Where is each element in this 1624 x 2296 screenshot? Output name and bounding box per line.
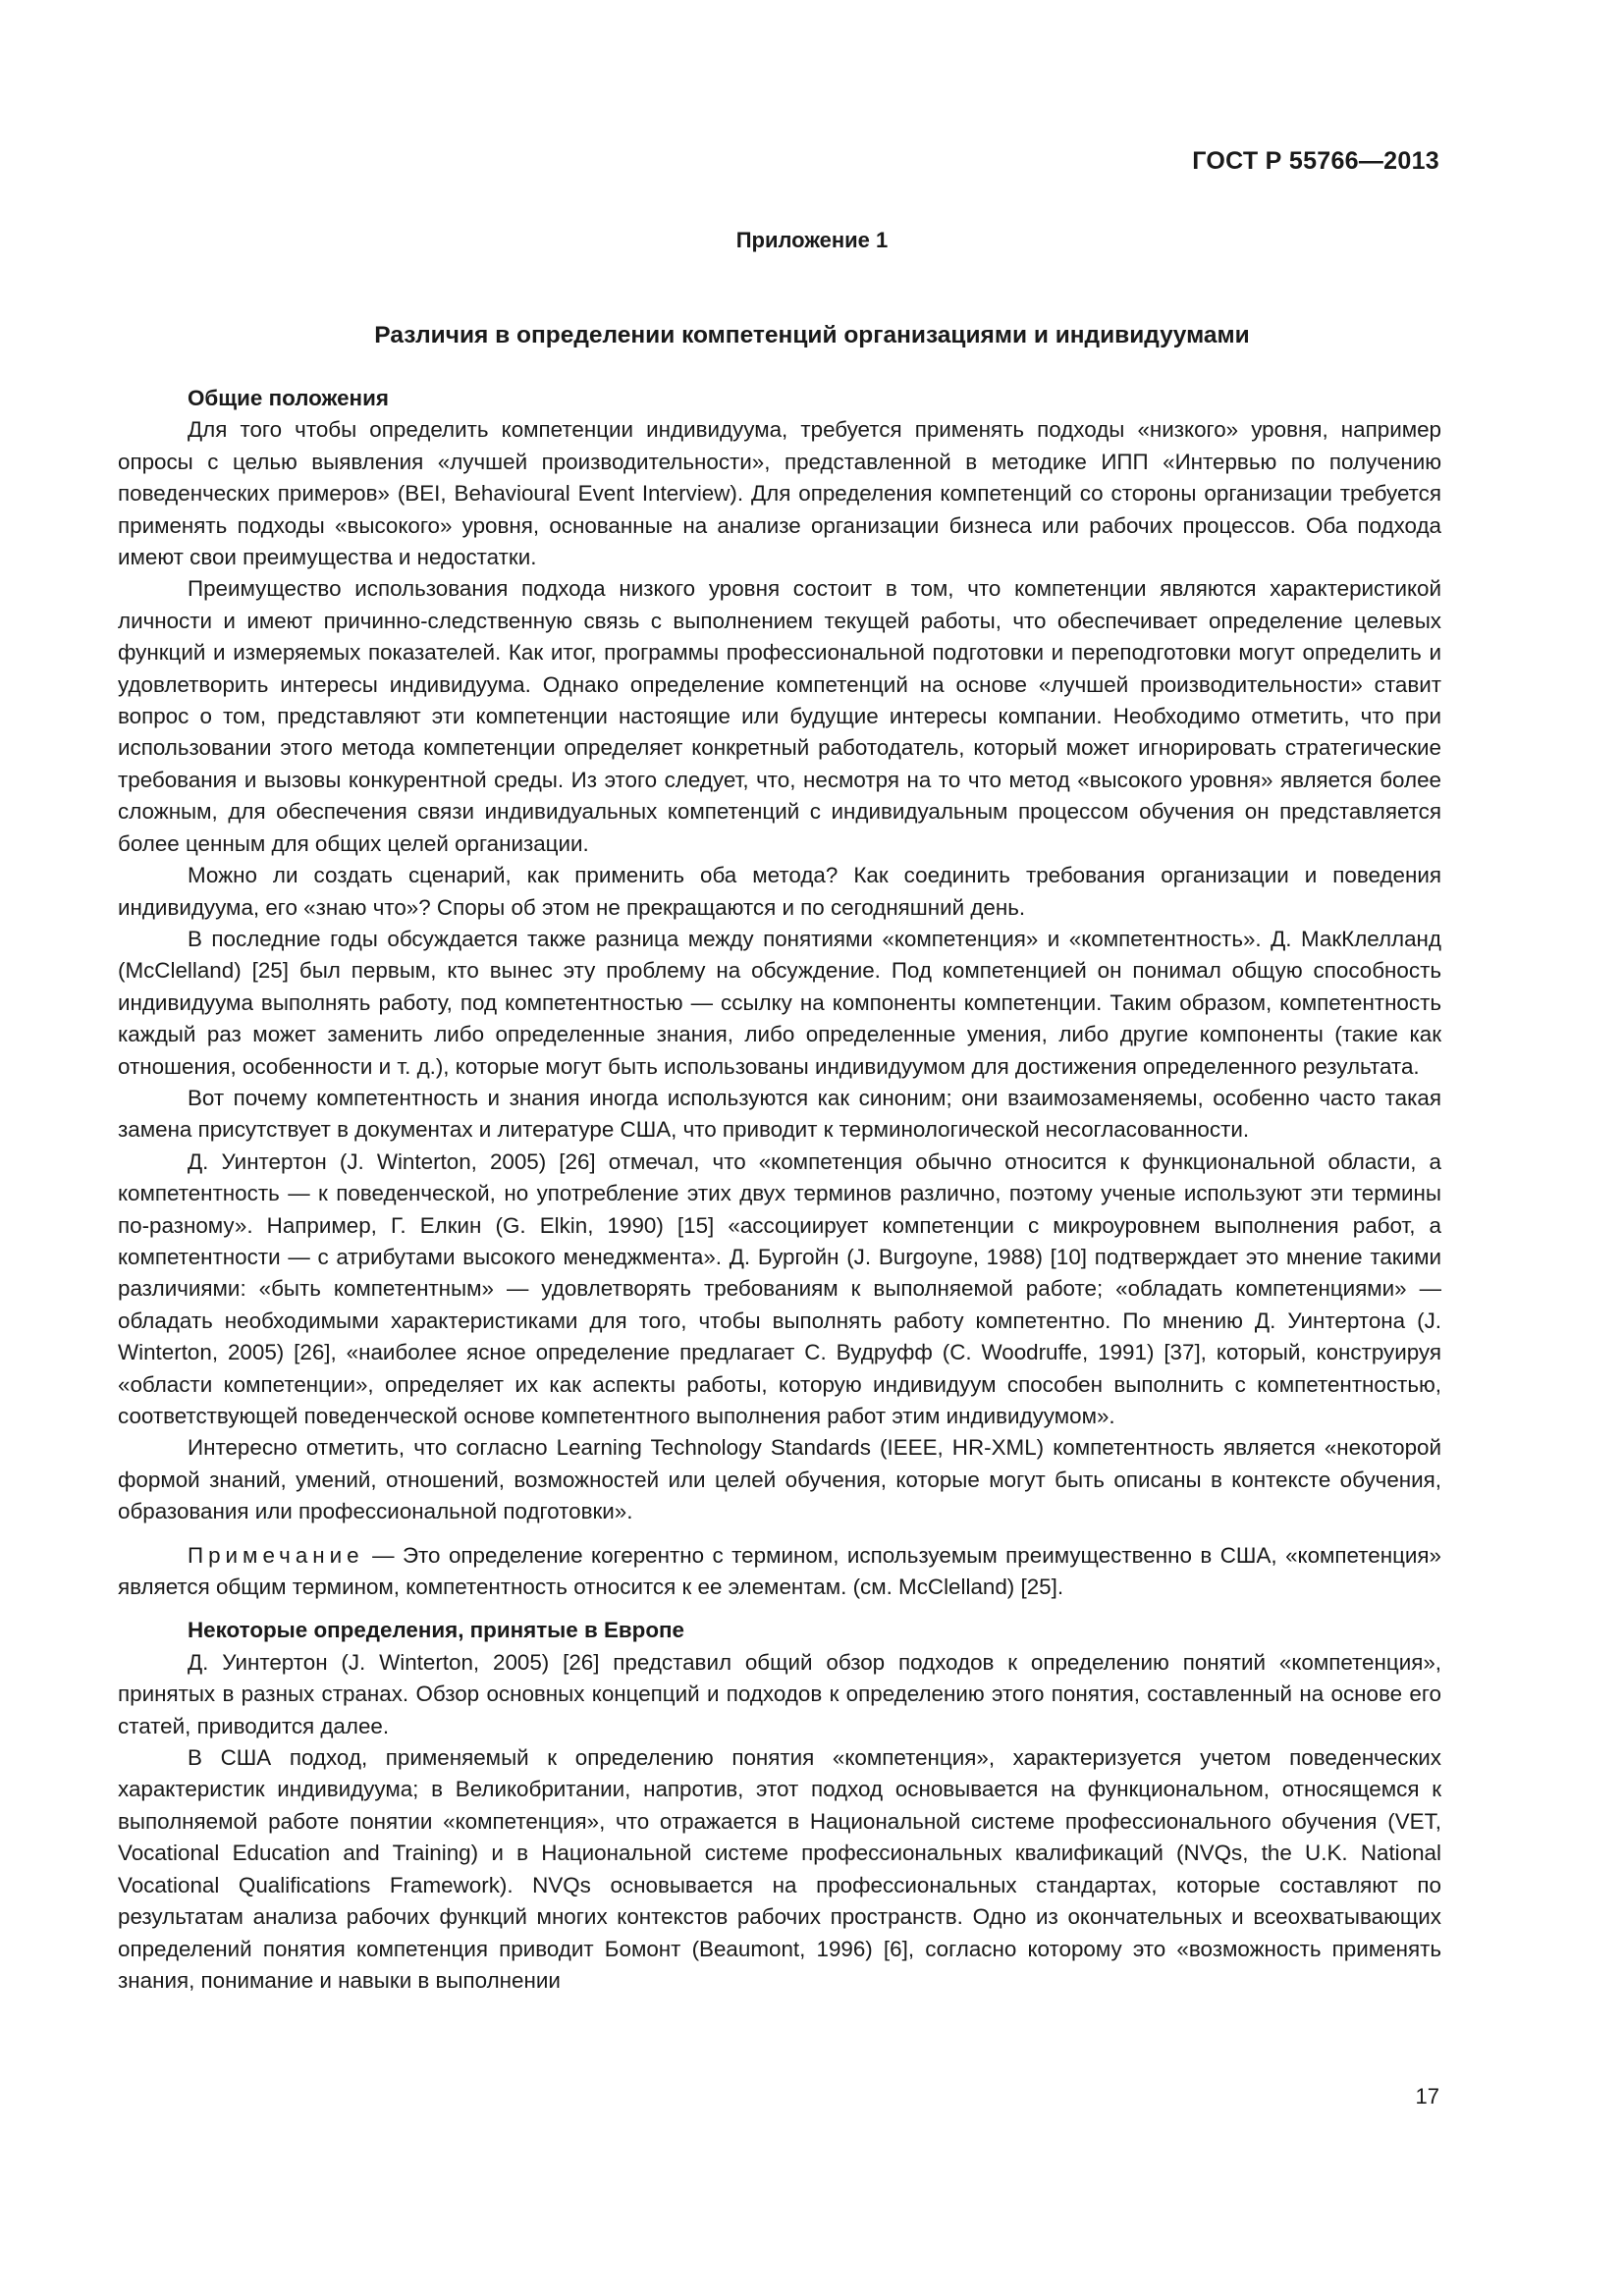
paragraph: Вот почему компетентность и знания иногда используются как синоним; они взаимозаменяемы, особенно часто такая замена присутствует в документах и литературе США, что приводит к терминологической несогласованности. [118,1085,1441,1143]
paragraph: Интересно отметить, что согласно Learning Technology Standards (IEEE, HR-XML) компетентность является «некоторой формой знаний, умений, отношений, возможностей или целей обучения, которые могут быть описаны в контексте обучения, образования или профессиональной подготовки». [118,1435,1441,1524]
paragraph: Д. Уинтертон (J. Winterton, 2005) [26] представил общий обзор подходов к определению понятий «компетенция», принятых в разных странах. Обзор основных концепций и подходов к определению этого понятия, составленный на основе его статей, приводится далее. [118,1649,1441,1738]
paragraph: Д. Уинтертон (J. Winterton, 2005) [26] отмечал, что «компетенция обычно относится к функциональной области, а компетентность — к поведенческой, но употребление этих двух терминов различно, поэтому ученые используют эти термины по-разному». Например, Г. Елкин (G. Elkin, 1990) [15] «ассоциирует компетенции с микроуровнем выполнения работ, а компетентности — с атрибутами высокого менеджмента». Д. Бургойн (J. Burgoyne, 1988) [10] подтверждает это мнение такими различиями: «быть компетентным» — удовлетворять требованиям к выполняемой работе; «обладать компетенциями» — обладать необходимыми характеристиками для того, чтобы выполнять работу компетентно. По мнению Д. Уинтертона (J. Winterton, 2005) [26], «наиболее ясное определение предлагает С. Вудруфф (C. Woodruffe, 1991) [37], который, конструируя «области компетенции», определяет их как аспекты работы, которую индивидуум способен выполнить с компетентностью, соответствующей поведенческой основе компетентного выполнения работ этим индивидуумом». [118,1148,1441,1428]
section-heading-europe: Некоторые определения, принятые в Европе [188,1618,684,1643]
paragraph: Преимущество использования подхода низкого уровня состоит в том, что компетенции являются характеристикой личности и имеют причинно-следственную связь с выполнением текущей работы, что обеспечивает определение целевых функций и измеряемых показателей. Как итог, программы профессиональной подготовки и переподготовки могут определить и удовлетворить интересы индивидуума. Однако определение компетенций на основе «лучшей производительности» ставит вопрос о том, представляют эти компетенции настоящие или будущие интересы компании. Необходимо отметить, что при использовании этого метода компетенции определяет конкретный работодатель, который может игнорировать стратегические требования и вызовы конкурентной среды. Из этого следует, что, несмотря на то что метод «высокого уровня» является более сложным, для обеспечения связи индивидуальных компетенций с индивидуальным процессом обучения он представляется более ценным для общих целей организации. [118,576,1441,856]
section-heading-general: Общие положения [188,386,389,410]
appendix-title: Приложение 1 [735,228,889,252]
document-body [118,383,1441,1997]
standard-number: ГОСТ Р 55766—2013 [1192,147,1439,175]
page-number: 17 [1415,2084,1439,2109]
note-label: Примечание [188,1542,364,1568]
paragraph: В последние годы обсуждается также разница между понятиями «компетенция» и «компетентность». Д. МакКлелланд (McClelland) [25] был первым, кто вынес эту проблему на обсуждение. Под компетенцией он понимал общую способность индивидуума выполнять работу, под компетентностью — ссылку на компоненты компетенции. Таким образом, компетентность каждый раз может заменить либо определенные знания, либо определенные умения, либо другие компоненты (такие как отношения, особенности и т. д.), которые могут быть использованы индивидуумом для достижения определенного результата. [118,926,1441,1079]
paragraph: В США подход, применяемый к определению понятия «компетенция», характеризуется учетом поведенческих характеристик индивидуума; в Великобритании, напротив, этот подход основывается на функциональном, относящемся к выполняемой работе понятии «компетенция», что отражается в Национальной системе профессионального обучения (VET, Vocational Education and Training) и в Национальной системе профессиональных квалификаций (NVQs, the U.K. National Vocational Qualifications Framework). NVQs основывается на профессиональных стандартах, которые составляют по результатам анализа рабочих функций многих контекстов рабочих пространств. Одно из окончательных и всеохватывающих определений понятия компетенция приводит Бомонт (Beaumont, 1996) [6], согласно которому это «возможность применять знания, понимание и навыки в выполнении [118,1745,1441,1993]
paragraph: Для того чтобы определить компетенции индивидуума, требуется применять подходы «низкого» уровня, например опросы с целью выявления «лучшей производительности», представленной в методике ИПП «Интервью по получению поведенческих примеров» (BEI, Behavioural Event Interview). Для определения компетенций со стороны организации требуется применять подходы «высокого» уровня, основанные на анализе организации бизнеса или рабочих процессов. Оба подхода имеют свои преимущества и недостатки. [118,417,1441,570]
note-text: — Это определение когерентно с термином, используемым преимущественно в США, «компетенция» является общим термином, компетентность относится к ее элементам. (см. McClelland) [25]. [118,1542,1441,1600]
main-title: Различия в определении компетенций организациями и индивидуумами [374,322,1250,348]
note-paragraph [118,1540,1441,1604]
paragraph: Можно ли создать сценарий, как применить оба метода? Как соединить требования организации и поведения индивидуума, его «знаю что»? Споры об этом не прекращаются и по сегодняшний день. [118,863,1441,920]
